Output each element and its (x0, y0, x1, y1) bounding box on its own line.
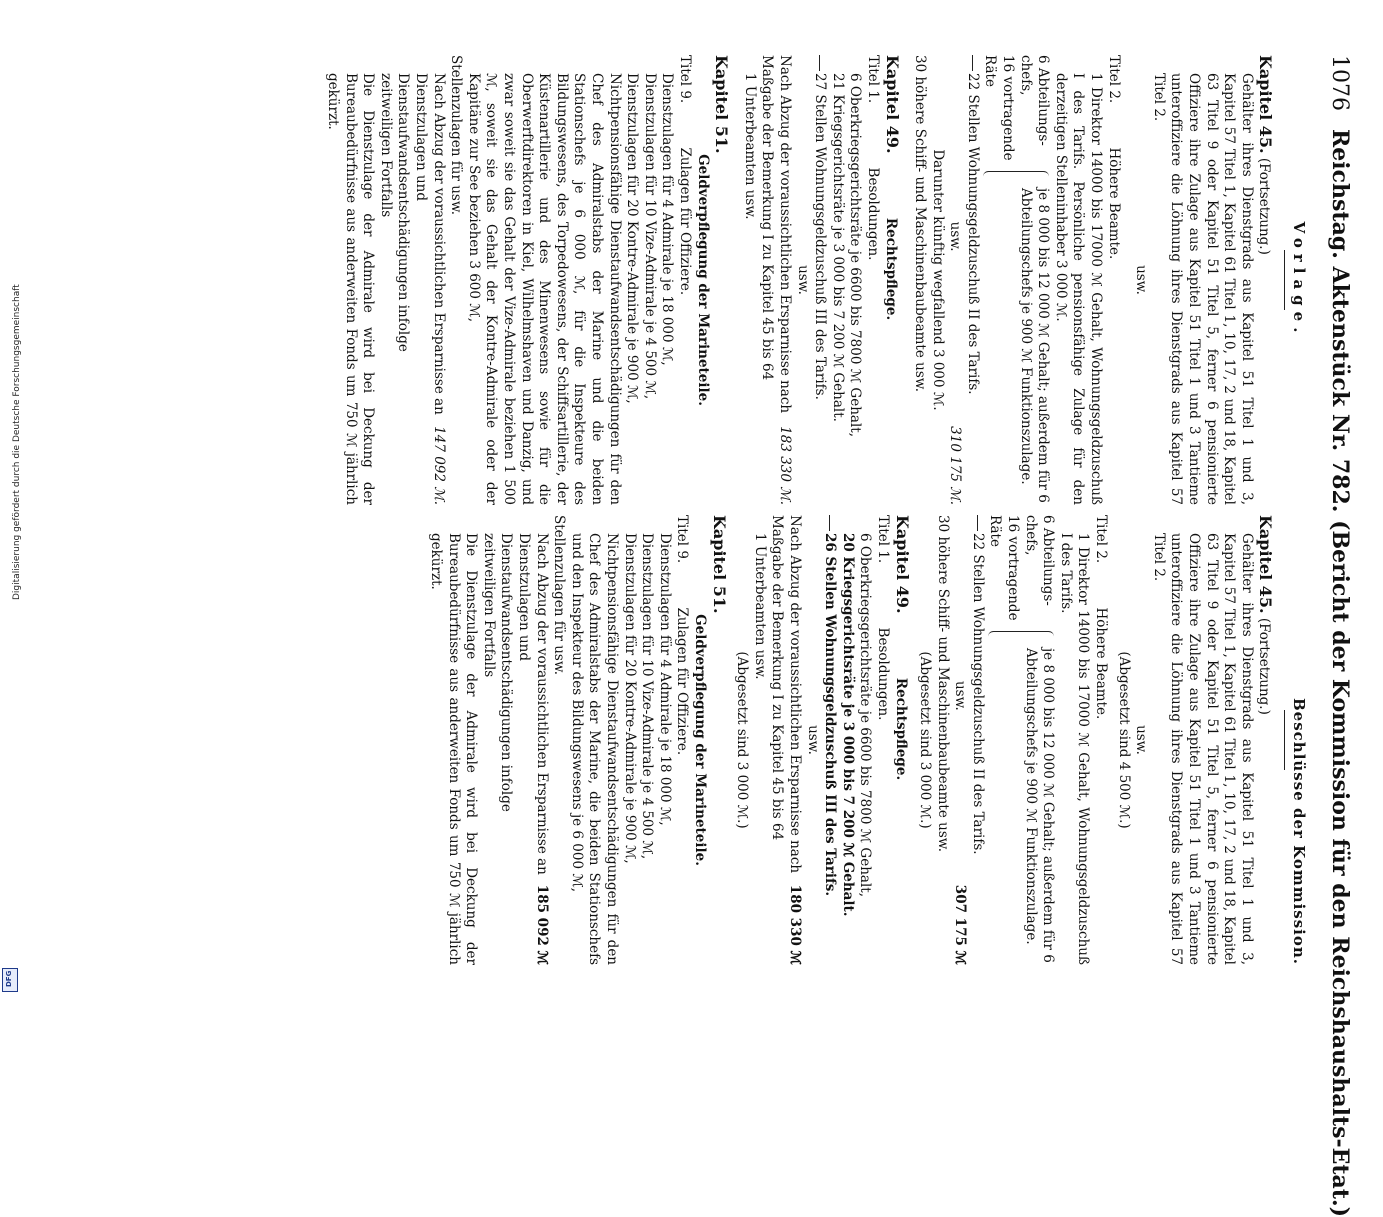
amount: 147 092 ℳ. (430, 426, 447, 505)
paragraph: Nach Abzug der voraussichtlichen Ersparnisse nach Maßgabe der Bemerkung I zu Kapitel 45 bis 64 (769, 515, 803, 874)
dfg-logo (2, 968, 18, 992)
divider (1284, 710, 1285, 770)
paragraph: Die Dienstzulage der Admirale wird bei Deckung der Bureaubedürfnisse aus anderweiten Fonds um 750 ℳ jährlich gekürzt. (428, 533, 480, 965)
chapter-heading: Kapitel 45. (1256, 515, 1276, 614)
paragraph: 20 Kriegsgerichtsräte je 3 000 bis 7 200 ℳ Gehalt. (839, 533, 856, 917)
page-header (1313, 55, 1353, 1217)
subheading: Geldverpflegung der Marineteile. (694, 154, 711, 406)
paragraph: Nach Abzug der voraussichtlichen Ersparnisse an Dienstzulagen und Dienstaufwandsentschädigungen infolge zeitweiligen Fortfalls (480, 533, 550, 875)
subheading: Zulagen für Offiziere. (677, 147, 693, 296)
amount: 183 330 ℳ. (776, 426, 793, 505)
brace-text: je 8 000 bis 12 000 ℳ Gehalt; außerdem für 6 Abteilungschefs je 900 ℳ Funktionszulage. (1022, 648, 1057, 963)
paragraph: Gehälter ihres Dienstgrads aus Kapitel 51 Titel 1 und 3, Kapitel 57 Titel 1, Kapitel 61 Titel 1, 10, 17, 2 und 18, Kapitel 63 Titel 9 oder Kapitel 51 Titel 5, ferner 6 pensionierte Offiziere ihre Zulage aus Kapitel 51 Titel 1 und 3 Tantieme unteroffiziere die Löhnung ihres Dienstgrads aus Kapitel 57 Titel 2. (1150, 533, 1255, 965)
titel-label: Titel 9. (674, 515, 691, 564)
paragraph: 22 Stellen Wohnungsgeldzuschuß II des Tarifs. (964, 73, 981, 395)
page-number: 1076 (1327, 55, 1352, 111)
continuation-note: (Fortsetzung.) (1256, 617, 1273, 715)
paragraph: Dienstzulagen für 10 Vize-Admirale je 4 500 ℳ, (641, 73, 658, 400)
amount: 185 092 ℳ (533, 884, 550, 965)
chapter-heading: Kapitel 49. (882, 55, 902, 154)
paragraph: 27 Stellen Wohnungsgeldzuschuß III des Tarifs. (812, 73, 829, 400)
paragraph: 1 Direktor 14000 bis 17000 ℳ Gehalt, Wohnungsgeldzuschuß I des Tarifs. Persönliche pensionsfähige Zulage für den derzeitigen Stelleninhaber 3 000 ℳ. (1052, 73, 1105, 505)
chapter-heading: Kapitel 51. (709, 515, 729, 614)
paragraph: Nach Abzug der voraussichtlichen Ersparnisse nach Maßgabe der Bemerkung I zu Kapitel 45 bis 64 (759, 55, 793, 414)
paragraph: Nach Abzug der voraussichtlichen Ersparnisse an Dienstzulagen und Dienstaufwandsentschädigungen infolge zeitweiligen Fortfalls (377, 73, 447, 415)
paragraph: 6 Oberkriegsgerichtsräte je 6600 bis 7800 ℳ Gehalt, (847, 73, 864, 437)
paragraph: 1 Direktor 14000 bis 17000 ℳ Gehalt, Wohnungsgeldzuschuß I des Tarifs. (1057, 533, 1092, 965)
brace-item: 16 vortragende Räte (987, 515, 1022, 621)
paragraph: Dienstzulagen für 20 Kontre-Admirale je 900 ℳ, (621, 533, 638, 864)
paragraph: 22 Stellen Wohnungsgeldzuschuß II des Tarifs. (969, 533, 986, 855)
usw-text: usw. (1133, 265, 1150, 295)
brace-group (981, 55, 1051, 505)
paragraph: Stellenzulagen für usw. (448, 55, 465, 216)
column-vorlage (133, 55, 1313, 505)
deduction-note: (Abgesetzt sind 4 500 ℳ.) (1115, 651, 1132, 829)
continuation-note: (Fortsetzung.) (1256, 157, 1273, 255)
usw-text: usw. (804, 725, 821, 755)
subheading: Zulagen für Offiziere. (674, 607, 691, 756)
subheading: Höhere Beamte. (1093, 607, 1110, 720)
subheading: Rechtspflege. (882, 217, 899, 321)
brace-item: 16 vortragende Räte (982, 55, 1017, 161)
brace-mark (988, 631, 1054, 642)
paragraph: Dienstzulagen für 10 Vize-Admirale je 4 500 ℳ, (639, 533, 656, 860)
brace-text: je 8 000 bis 12 000 ℳ Gehalt; außerdem für 6 Abteilungschefs je 900 ℳ Funktionszulage. (1017, 188, 1052, 503)
brace-mark (983, 171, 1049, 182)
titel-label: Titel 2. (1105, 55, 1122, 104)
titel-label: Titel 1. (874, 515, 891, 564)
usw-text: usw. (794, 265, 811, 295)
subheading: Geldverpflegung der Marineteile. (692, 614, 708, 866)
column-beschluesse (133, 515, 1313, 965)
usw-text: usw. (952, 680, 969, 711)
titel-label: Titel 1. (864, 55, 881, 104)
subheading: Besoldungen. (874, 627, 891, 721)
chapter-heading: Kapitel 49. (892, 515, 912, 614)
chapter-heading: Kapitel 51. (712, 55, 732, 154)
column-title: Beschlüsse der Kommission. (1290, 698, 1308, 965)
brace-item: 6 Abteilungs-chefs, (1022, 515, 1057, 606)
paragraph: Dienstzulagen für 4 Admirale je 18 000 ℳ, (659, 73, 676, 366)
paragraph: Nichtpensionsfähige Dienstaufwandsentschädigungen für den Chef des Admiralstabs der Marine und die beiden Stationschefs je 6 000 ℳ, für die Inspekteure des Bildungswesens, des Torpedowesens, der Schiffsartillerie, der Küstenartillerie und des Minenwesens sowie für die Oberwerftdirektoren in Kiel, Wilhelmshaven und Danzig, und zwar soweit sie das Gehalt der Vize-Admirale beziehen 1 500 ℳ, soweit sie das Gehalt der Kontre-Admirale oder der Kapitäne zur See beziehen 3 600 ℳ, (465, 73, 623, 505)
usw-text: usw. (1133, 725, 1150, 755)
paragraph: Darunter künftig wegfallend 3 000 ℳ. (929, 149, 946, 411)
digitization-credit: Digitalisierung gefördert durch die Deutsche Forschungsgemeinschaft (12, 284, 22, 600)
divider (1284, 250, 1285, 310)
paragraph: 30 höhere Schiff- und Maschinenbaubeamte usw. (934, 515, 951, 853)
paragraph: Stellenzulagen für usw. (551, 515, 568, 676)
paragraph: 26 Stellen Wohnungsgeldzuschuß III des Tarifs. (822, 533, 839, 897)
chapter-heading: Kapitel 45. (1256, 55, 1276, 154)
dfg-logo-text: DFG (5, 970, 13, 987)
header-title: Reichstag. Aktenstück Nr. 782. (Bericht der Kommission für den Reichshaushalts-Etat.) (1327, 129, 1353, 1217)
paragraph: Nichtpensionsfähige Dienstaufwandsentschädigungen für den Chef des Admiralstabs der Marine, die beiden Stationschefs und den Inspekteur des Bildungswesens je 6 000 ℳ, (568, 533, 621, 965)
amount: 307 175 ℳ (952, 884, 969, 965)
paragraph: Gehälter ihres Dienstgrads aus Kapitel 51 Titel 1 und 3, Kapitel 57 Titel 1, Kapitel 61 Titel 1, 10, 17, 2 und 18, Kapitel 63 Titel 9 oder Kapitel 51 Titel 5, ferner 6 pensionierte Offiziere ihre Zulage aus Kapitel 51 Titel 1 und 3 Tantieme unteroffiziere die Löhnung ihres Dienstgrads aus Kapitel 57 Titel 2. (1150, 73, 1255, 505)
subheading: Höhere Beamte. (1105, 147, 1122, 260)
brace-item: 6 Abteilungs-chefs, (1017, 55, 1052, 146)
titel-label: Titel 2. (1093, 515, 1110, 564)
amount: 310 175 ℳ. (947, 426, 964, 505)
paragraph: Die Dienstzulage der Admirale wird bei Deckung der Bureaubedürfnisse aus anderweiten Fonds um 750 ℳ jährlich gekürzt. (325, 73, 377, 505)
subheading: Besoldungen. (864, 167, 881, 261)
paragraph: Dienstzulagen für 20 Kontre-Admirale je 900 ℳ, (624, 73, 641, 404)
paragraph: 1 Unterbeamten usw. (741, 73, 758, 220)
amount: 180 330 ℳ (786, 884, 803, 965)
paragraph: 21 Kriegsgerichtsräte je 3 000 bis 7 200 ℳ Gehalt. (829, 73, 846, 422)
paragraph: 30 höhere Schiff- und Maschinenbaubeamte usw. (912, 55, 929, 393)
subheading: Rechtspflege. (892, 677, 909, 781)
usw-text: usw. (947, 221, 964, 252)
column-title: Vorlage. (1290, 221, 1308, 339)
deduction-note: (Abgesetzt sind 3 000 ℳ.) (734, 651, 751, 829)
paragraph: 6 Oberkriegsgerichtsräte je 6600 bis 7800 ℳ Gehalt, (857, 533, 874, 897)
titel-label: Titel 9. (677, 55, 693, 104)
deduction-note: (Abgesetzt sind 3 000 ℳ.) (917, 651, 934, 829)
paragraph: 1 Unterbeamten usw. (751, 533, 768, 680)
paragraph: Dienstzulagen für 4 Admirale je 18 000 ℳ, (656, 533, 673, 826)
brace-group (986, 515, 1056, 965)
